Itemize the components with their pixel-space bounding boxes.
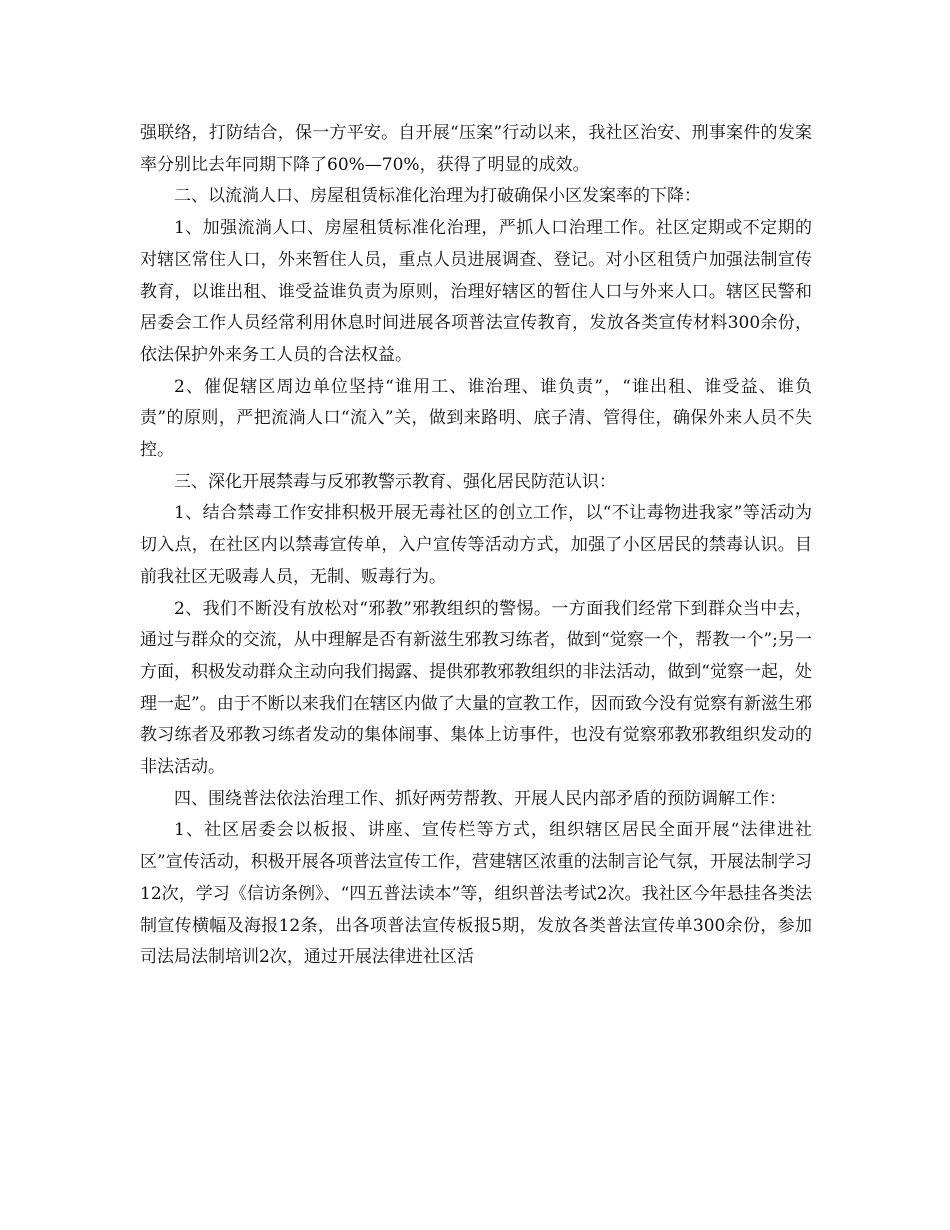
- heading-section-2: 二、以流淌人口、房屋租赁标准化治理为打破确保小区发案率的下降：: [174, 186, 701, 207]
- paragraph-1: 强联络，打防结合，保一方平安。自开展“压案”行动以来，我社区治安、刑事案件的发案率分别比去年同期下降了60%—70%，获得了明显的成效。: [140, 123, 812, 175]
- heading-section-4: 四、围绕普法依法治理工作、抓好两劳帮教、开展人民内部矛盾的预防调解工作：: [174, 788, 786, 809]
- paragraph-2-2: 2、催促辖区周边单位坚持“谁用工、谁治理、谁负责”，“谁出租、谁受益、谁负责”的原则，严把流淌人口“流入”关，做到来路明、底子清、管得住，确保外来人员不失控。: [140, 376, 812, 461]
- paragraph-2-1: 1、加强流淌人口、房屋租赁标准化治理，严抓人口治理工作。社区定期或不定期的对辖区常住人口，外来暂住人员，重点人员进展调查、登记。对小区租赁户加强法制宣传教育，以谁出租、谁受益谁负责为原则，治理好辖区的暂住人口与外来人口。辖区民警和居委会工作人员经常利用休息时间进展各项普法宣传教育，发放各类宣传材料300余份，依法保护外来务工人员的合法权益。: [140, 218, 812, 365]
- paragraph-3-1: 1、结合禁毒工作安排积极开展无毒社区的创立工作，以“不让毒物进我家”等活动为切入点，在社区内以禁毒宣传单，入户宣传等活动方式，加强了小区居民的禁毒认识。目前我社区无吸毒人员，无制、贩毒行为。: [140, 503, 812, 587]
- document-body: [140, 118, 812, 974]
- paragraph-3-2: 2、我们不断没有放松对“邪教”邪教组织的警惕。一方面我们经常下到群众当中去，通过与群众的交流，从中理解是否有新滋生邪教习练者，做到“觉察一个，帮教一个”;另一方面，积极发动群众主动向我们揭露、提供邪教邪教组织的非法活动，做到“觉察一起，处理一起”。由于不断以来我们在辖区内做了大量的宣教工作，因而致今没有觉察有新滋生邪教习练者及邪教习练者发动的集体闹事、集体上访事件，也没有觉察邪教邪教组织发动的非法活动。: [140, 598, 812, 778]
- paragraph-4-1: 1、社区居委会以板报、讲座、宣传栏等方式，组织辖区居民全面开展“法律进社区”宣传活动，积极开展各项普法宣传工作，营建辖区浓重的法制言论气氛，开展法制学习12次，学习《信访条例》、“四五普法读本”等，组织普法考试2次。我社区今年悬挂各类法制宣传横幅及海报12条，出各项普法宣传板报5期，发放各类普法宣传单300余份，参加司法局法制培训2次，通过开展法律进社区活: [140, 820, 812, 968]
- heading-section-3: 三、深化开展禁毒与反邪教警示教育、强化居民防范认识：: [174, 471, 616, 492]
